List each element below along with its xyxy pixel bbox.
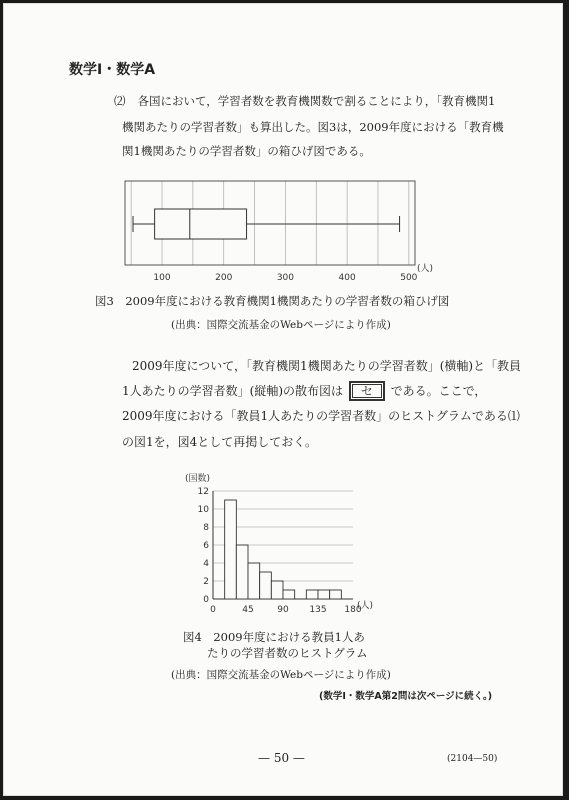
figure3-caption: 図3 2009年度における教育機関1機関あたりの学習者数の箱ひげ図 <box>95 294 450 308</box>
answer-box-se[interactable]: セ <box>349 381 385 401</box>
problem-line-2: 機関あたりの学習者数」も算出した。図3は，2009年度における「教育機 <box>122 120 504 134</box>
histogram-bar <box>271 581 283 599</box>
histogram-x-tick-label: 180 <box>344 605 362 615</box>
boxplot-figure <box>121 179 441 287</box>
histogram-x-tick-labels <box>210 605 362 615</box>
histogram-x-unit: (人) <box>357 601 374 611</box>
boxplot-box <box>155 209 247 239</box>
histogram-bar <box>318 590 330 599</box>
histogram-x-tick-label: 0 <box>210 605 216 615</box>
boxplot-tick-label: 100 <box>153 273 171 283</box>
page-number: — 50 — <box>258 751 305 765</box>
paragraph2-line-2: 1人あたりの学習者数」(縦軸)の散布図は セ である。ここで， <box>122 381 486 401</box>
histogram-y-tick-label: 8 <box>203 523 209 533</box>
exam-page <box>3 3 563 796</box>
histogram-y-tick-label: 6 <box>203 541 209 551</box>
histogram-x-tick-label: 135 <box>309 605 327 615</box>
boxplot-tick-label: 400 <box>338 273 356 283</box>
histogram-bar <box>225 500 237 599</box>
histogram-y-tick-label: 2 <box>203 577 209 587</box>
page-code: (2104—50) <box>447 754 498 764</box>
histogram-figure <box>173 469 393 619</box>
paragraph2-line-4: の図1を，図4として再掲しておく。 <box>122 435 318 449</box>
boxplot-tick-label: 500 <box>400 273 418 283</box>
histogram-y-tick-label: 4 <box>203 559 209 569</box>
figure4-source: (出典：国際交流基金のWebページにより作成) <box>171 669 391 681</box>
paragraph2-line-1: 2009年度について，「教育機関1機関あたりの学習者数」(横軸)と「教員 <box>132 359 522 373</box>
histogram-bars <box>225 500 342 599</box>
figure3-source: (出典：国際交流基金のWebページにより作成) <box>171 319 391 331</box>
histogram-bar <box>236 545 248 599</box>
histogram-y-tick-label: 10 <box>197 505 209 515</box>
histogram-bar <box>248 563 260 599</box>
histogram-bar <box>306 590 318 599</box>
histogram-bar <box>283 590 295 599</box>
problem-number: ⑵ <box>114 94 126 108</box>
boxplot-unit-label: (人) <box>417 264 434 274</box>
problem-line-3: 関1機関あたりの学習者数」の箱ひげ図である。 <box>122 144 371 158</box>
boxplot-tick-label: 300 <box>276 273 295 283</box>
paragraph2-line-3: 2009年度における「教員1人あたりの学習者数」のヒストグラムである⑴ <box>122 409 520 423</box>
boxplot-tick-label: 200 <box>215 273 233 283</box>
histogram-y-tick-label: 12 <box>197 487 209 497</box>
histogram-bar <box>260 572 272 599</box>
histogram-bar <box>330 590 342 599</box>
boxplot-marks <box>133 209 400 239</box>
histogram-y-tick-labels <box>198 487 210 605</box>
histogram-x-tick-label: 45 <box>242 605 254 615</box>
section-title: 数学Ⅰ・数学A <box>69 62 156 78</box>
boxplot-tick-labels <box>153 273 417 283</box>
histogram-x-tick-label: 90 <box>277 605 289 615</box>
problem-line-1: ⑵ 各国において，学習者数を教育機関数で割ることにより，「教育機関1 <box>114 94 496 108</box>
histogram-y-tick-label: 0 <box>203 595 209 605</box>
figure4-caption-line-1: 図4 2009年度における教員1人あ <box>183 630 365 644</box>
continue-note: (数学Ⅰ・数学A第2問は次ページに続く。) <box>319 691 493 702</box>
figure4-caption-line-2: たりの学習者数のヒストグラム <box>207 646 368 660</box>
histogram-y-unit: (国数) <box>185 474 211 484</box>
